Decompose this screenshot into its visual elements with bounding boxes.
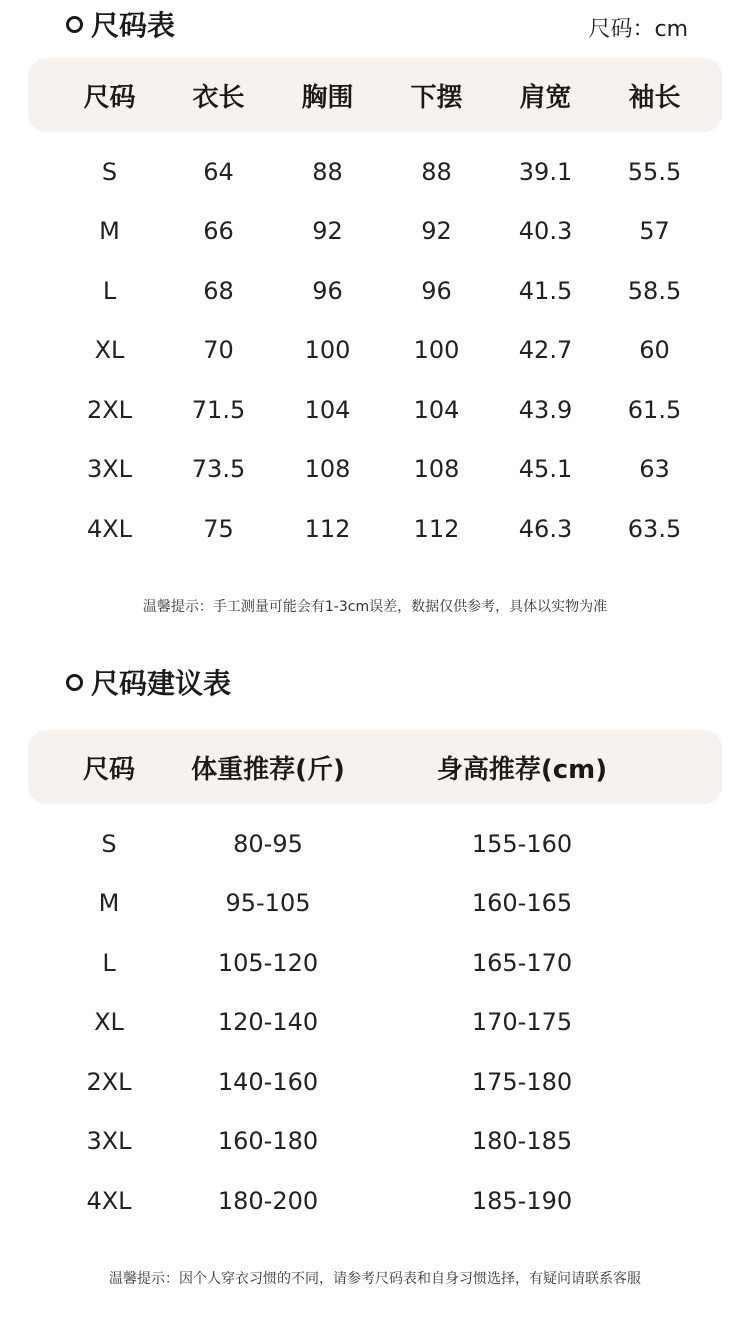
table-cell: 112 bbox=[304, 514, 351, 543]
size-label: S bbox=[101, 157, 118, 186]
size-chart-body bbox=[28, 142, 722, 559]
table-cell: 96 bbox=[421, 276, 452, 305]
size-label: 3XL bbox=[86, 1127, 132, 1156]
table-cell: 66 bbox=[203, 217, 234, 246]
header-cell: 肩宽 bbox=[519, 82, 572, 113]
table-cell: 88 bbox=[312, 157, 343, 186]
table-row bbox=[28, 993, 722, 1053]
table-cell: 96 bbox=[312, 276, 343, 305]
table-cell: 112 bbox=[413, 514, 460, 543]
table-cell: 180-185 bbox=[471, 1127, 573, 1156]
circle-bullet-icon bbox=[66, 674, 83, 691]
unit-note: 尺码：cm bbox=[588, 17, 688, 42]
table-cell: 60 bbox=[639, 336, 670, 365]
table-cell: 80-95 bbox=[233, 829, 303, 858]
table-cell: 100 bbox=[413, 336, 460, 365]
size-label: XL bbox=[94, 1008, 124, 1037]
table-cell: 58.5 bbox=[627, 276, 682, 305]
recommend-chart-header bbox=[28, 730, 722, 804]
table-cell: 175-180 bbox=[471, 1067, 573, 1096]
table-cell: 155-160 bbox=[471, 829, 573, 858]
table-cell: 170-175 bbox=[471, 1008, 573, 1037]
table-cell: 108 bbox=[304, 455, 351, 484]
size-label: L bbox=[102, 276, 117, 305]
table-cell: 43.9 bbox=[518, 395, 573, 424]
table-cell: 104 bbox=[304, 395, 351, 424]
size-label: S bbox=[101, 829, 117, 858]
table-cell: 61.5 bbox=[627, 395, 682, 424]
table-cell: 75 bbox=[203, 514, 234, 543]
header-cell: 身高推荐(cm) bbox=[436, 754, 608, 785]
header-cell: 胸围 bbox=[301, 82, 354, 113]
table-cell: 165-170 bbox=[471, 948, 573, 977]
table-row bbox=[28, 1112, 722, 1172]
table-cell: 92 bbox=[421, 217, 452, 246]
table-cell: 180-200 bbox=[217, 1186, 319, 1215]
table-cell: 73.5 bbox=[191, 455, 246, 484]
table-cell: 70 bbox=[203, 336, 234, 365]
table-cell: 100 bbox=[304, 336, 351, 365]
recommend-chart-tip: 温馨提示：因个人穿衣习惯的不同，请参考尺码表和自身习惯选择，有疑问请联系客服 bbox=[109, 1271, 641, 1287]
table-row bbox=[28, 874, 722, 934]
table-row bbox=[28, 321, 722, 381]
size-label: 2XL bbox=[86, 395, 133, 424]
table-cell: 92 bbox=[312, 217, 343, 246]
size-label: 4XL bbox=[86, 514, 133, 543]
table-cell: 46.3 bbox=[518, 514, 573, 543]
table-cell: 108 bbox=[413, 455, 460, 484]
table-cell: 45.1 bbox=[518, 455, 573, 484]
size-chart-tip: 温馨提示：手工测量可能会有1-3cm误差，数据仅供参考，具体以实物为准 bbox=[142, 599, 608, 615]
header-cell: 下摆 bbox=[410, 82, 463, 113]
table-cell: 104 bbox=[413, 395, 460, 424]
table-row bbox=[28, 1171, 722, 1231]
table-cell: 63.5 bbox=[627, 514, 682, 543]
table-row bbox=[28, 814, 722, 874]
size-chart-title-text: 尺码表 bbox=[91, 9, 176, 42]
table-row bbox=[28, 261, 722, 321]
header-cell: 尺码 bbox=[83, 82, 136, 113]
size-label: XL bbox=[94, 336, 125, 365]
size-label: M bbox=[98, 889, 120, 918]
table-row bbox=[28, 380, 722, 440]
table-row bbox=[28, 440, 722, 500]
table-row bbox=[28, 933, 722, 993]
header-cell: 尺码 bbox=[82, 754, 135, 785]
table-cell: 57 bbox=[639, 217, 670, 246]
header-cell: 袖长 bbox=[628, 82, 681, 113]
recommend-chart-title bbox=[66, 662, 231, 702]
circle-bullet-icon bbox=[66, 16, 83, 33]
table-cell: 55.5 bbox=[627, 157, 682, 186]
table-cell: 40.3 bbox=[518, 217, 573, 246]
size-chart-title bbox=[66, 4, 175, 44]
table-cell: 41.5 bbox=[518, 276, 573, 305]
size-label: L bbox=[102, 948, 116, 977]
table-row bbox=[28, 142, 722, 202]
table-row bbox=[28, 202, 722, 262]
table-cell: 64 bbox=[203, 157, 234, 186]
table-cell: 71.5 bbox=[191, 395, 246, 424]
size-label: 4XL bbox=[86, 1186, 132, 1215]
table-cell: 95-105 bbox=[225, 889, 311, 918]
header-cell: 衣长 bbox=[192, 82, 245, 113]
recommend-chart-title-text: 尺码建议表 bbox=[91, 667, 232, 700]
table-cell: 105-120 bbox=[217, 948, 319, 977]
table-cell: 185-190 bbox=[471, 1186, 573, 1215]
size-chart-header bbox=[28, 58, 722, 132]
table-cell: 39.1 bbox=[518, 157, 573, 186]
size-label: M bbox=[99, 217, 120, 246]
table-cell: 68 bbox=[203, 276, 234, 305]
table-cell: 160-165 bbox=[471, 889, 573, 918]
table-cell: 140-160 bbox=[217, 1067, 319, 1096]
table-cell: 120-140 bbox=[217, 1008, 319, 1037]
table-cell: 63 bbox=[639, 455, 670, 484]
table-cell: 88 bbox=[421, 157, 452, 186]
size-label: 3XL bbox=[86, 455, 133, 484]
table-row bbox=[28, 499, 722, 559]
table-row bbox=[28, 1052, 722, 1112]
header-cell: 体重推荐(斤) bbox=[191, 754, 345, 785]
size-label: 2XL bbox=[86, 1067, 132, 1096]
table-cell: 42.7 bbox=[518, 336, 573, 365]
table-cell: 160-180 bbox=[217, 1127, 319, 1156]
recommend-chart-body bbox=[28, 814, 722, 1231]
